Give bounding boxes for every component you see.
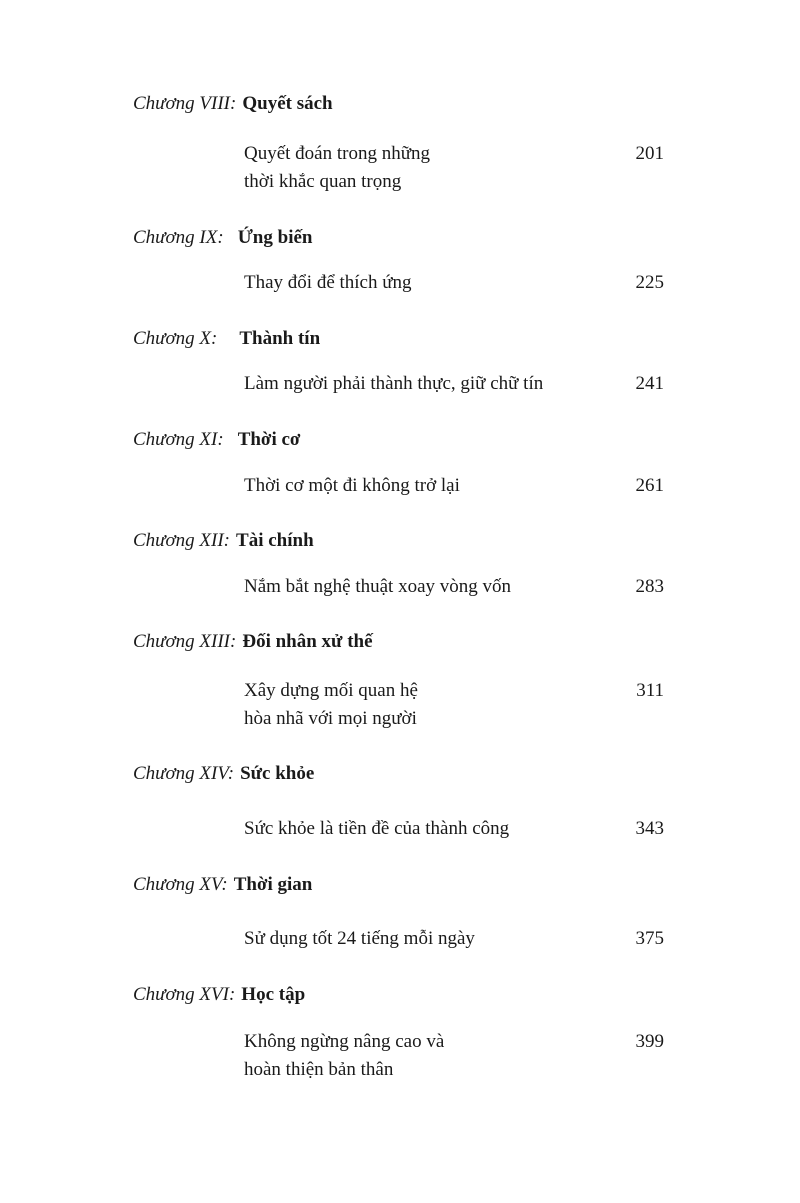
entry-line: Làm người phải thành thực, giữ chữ tín — [244, 373, 544, 394]
entry-description — [244, 925, 604, 953]
entry-line: thời khắc quan trọng — [244, 171, 402, 192]
toc-entry[interactable] — [244, 472, 664, 500]
chapter-title: Tài chính — [236, 530, 314, 551]
toc-entry[interactable] — [244, 1028, 664, 1084]
chapter-title: Thành tín — [239, 328, 321, 349]
chapter-label: Chương X: — [133, 328, 218, 349]
page-number: 399 — [635, 1031, 664, 1052]
chapter-title: Đối nhân xử thế — [242, 631, 373, 652]
toc-entry[interactable] — [244, 677, 664, 733]
chapter-title: Thời gian — [233, 874, 313, 895]
entry-line: Xây dựng mối quan hệ — [244, 680, 418, 701]
entry-line: Thời cơ một đi không trở lại — [244, 475, 460, 496]
chapter-label: Chương XIII: — [133, 631, 237, 652]
page-number: 311 — [636, 680, 664, 701]
chapter-heading — [133, 226, 312, 250]
entry-description — [244, 815, 604, 843]
entry-description — [244, 573, 604, 601]
page-number: 343 — [635, 818, 664, 839]
chapter-heading — [133, 762, 314, 786]
entry-line: hoàn thiện bản thân — [244, 1059, 394, 1080]
chapter-label: Chương VIII: — [133, 93, 237, 114]
entry-description — [244, 1028, 604, 1084]
entry-line: Sức khỏe là tiền đề của thành công — [244, 818, 510, 839]
entry-line: Nắm bắt nghệ thuật xoay vòng vốn — [244, 576, 512, 597]
entry-description — [244, 140, 604, 196]
entry-description — [244, 269, 604, 297]
entry-line: hòa nhã với mọi người — [244, 708, 417, 729]
chapter-heading — [133, 428, 300, 452]
toc-entry[interactable] — [244, 140, 664, 196]
toc-entry[interactable] — [244, 815, 664, 843]
chapter-label: Chương XVI: — [133, 984, 236, 1005]
chapter-title: Thời cơ — [237, 429, 301, 450]
entry-description — [244, 472, 604, 500]
chapter-heading — [133, 873, 312, 897]
toc-entry[interactable] — [244, 370, 664, 398]
page-number: 201 — [635, 143, 664, 164]
chapter-heading — [133, 327, 320, 351]
entry-description — [244, 370, 604, 398]
entry-line: Sử dụng tốt 24 tiếng mỗi ngày — [244, 928, 475, 949]
page-number: 261 — [635, 475, 664, 496]
entry-line: Thay đổi để thích ứng — [244, 272, 412, 293]
page-number: 241 — [635, 373, 664, 394]
chapter-label: Chương XIV: — [133, 763, 235, 784]
chapter-label: Chương XI: — [133, 429, 224, 450]
entry-description — [244, 677, 604, 733]
chapter-label: Chương XII: — [133, 530, 231, 551]
chapter-title: Ứng biến — [237, 227, 313, 248]
toc-entry[interactable] — [244, 269, 664, 297]
chapter-title: Sức khỏe — [240, 763, 315, 784]
chapter-label: Chương XV: — [133, 874, 228, 895]
chapter-heading — [133, 630, 373, 654]
entry-line: Quyết đoán trong những — [244, 143, 431, 164]
chapter-heading — [133, 92, 333, 116]
chapter-title: Quyết sách — [242, 93, 333, 114]
toc-entry[interactable] — [244, 925, 664, 953]
page-number: 225 — [635, 272, 664, 293]
chapter-label: Chương IX: — [133, 227, 224, 248]
page-number: 283 — [635, 576, 664, 597]
entry-line: Không ngừng nâng cao và — [244, 1031, 445, 1052]
chapter-title: Học tập — [241, 984, 306, 1005]
page-number: 375 — [635, 928, 664, 949]
toc-entry[interactable] — [244, 573, 664, 601]
chapter-heading — [133, 529, 314, 553]
chapter-heading — [133, 983, 305, 1007]
